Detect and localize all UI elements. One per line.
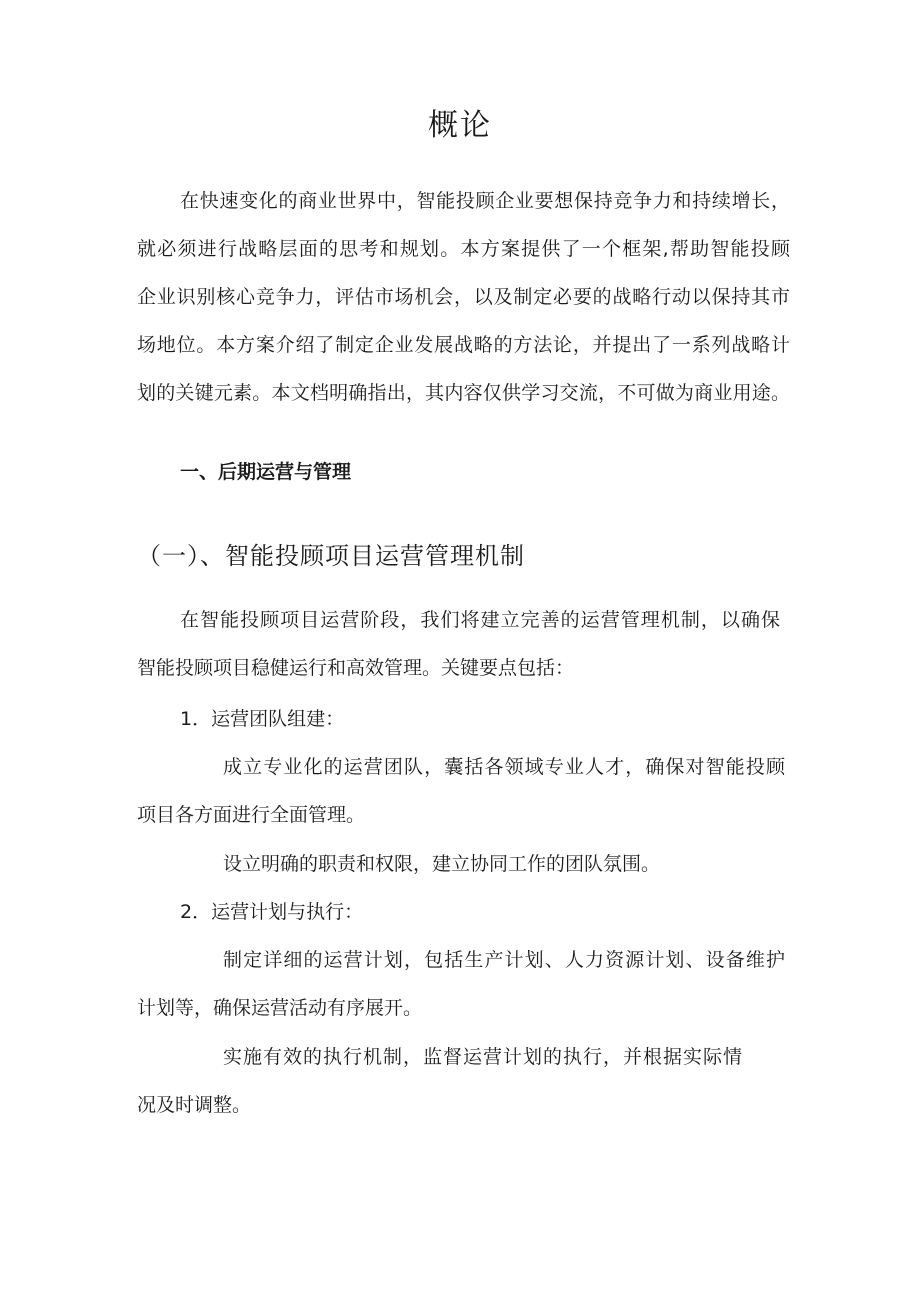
item-2-p2-line-1: 实施有效的执行机制，监督运营计划的执行，并根据实际情 [223,1046,742,1068]
item-1-p1-line-2: 项目各方面进行全面管理。 [137,804,366,826]
item-1-p1-line-1: 成立专业化的运营团队，囊括各领域专业人才，确保对智能投顾 [223,756,785,778]
item-2-p1-line-2: 计划等，确保运营活动有序展开。 [137,997,423,1019]
intro-line-1: 在快速变化的商业世界中，智能投顾企业要想保持竞争力和持续增长， [180,190,790,212]
item-1-label: 1．运营团队组建： [180,708,345,730]
sub-para-line-1: 在智能投顾项目运营阶段，我们将建立完善的运营管理机制，以确保 [180,609,780,631]
section-heading: 一、后期运营与管理 [180,461,352,483]
sub-para-line-2: 智能投顾项目稳健运行和高效管理。关键要点包括： [137,657,575,679]
intro-line-4: 场地位。本方案介绍了制定企业发展战略的方法论，并提出了一系列战略计 [137,334,790,356]
page-title: 概论 [428,108,492,143]
intro-line-2: 就必须进行战略层面的思考和规划。本方案提供了一个框架,帮助智能投顾 [137,238,790,260]
item-2-p1-line-1: 制定详细的运营计划，包括生产计划、人力资源计划、设备维护 [223,949,785,971]
intro-line-5: 划的关键元素。本文档明确指出，其内容仅供学习交流，不可做为商业用途。 [137,382,790,404]
item-2-label: 2．运营计划与执行： [180,901,364,923]
subsection-heading: （一）、智能投顾项目运营管理机制 [137,542,525,570]
item-1-p2: 设立明确的职责和权限，建立协同工作的团队氛围。 [223,853,661,875]
item-2-p2-line-2: 况及时调整。 [137,1094,252,1116]
intro-line-3: 企业识别核心竞争力，评估市场机会，以及制定必要的战略行动以保持其市 [137,286,790,308]
